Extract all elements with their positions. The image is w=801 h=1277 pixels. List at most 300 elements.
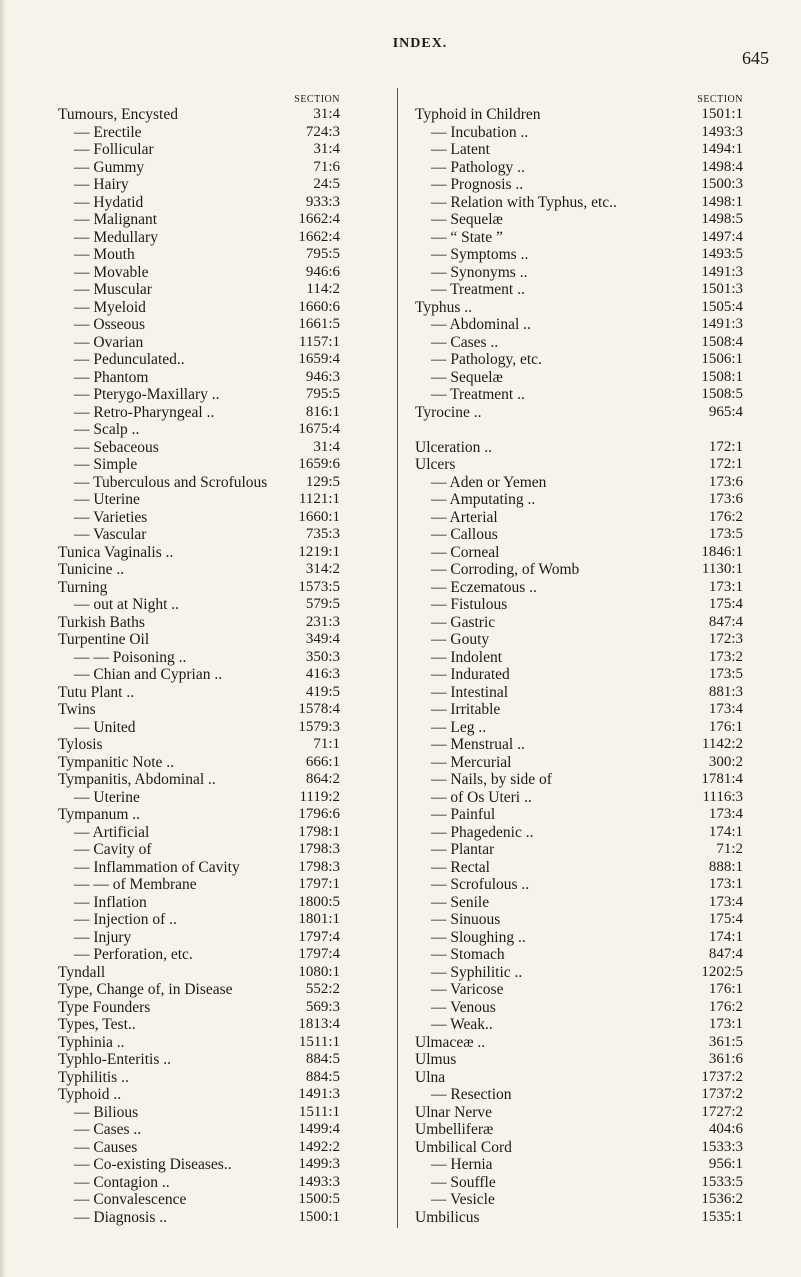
page-header xyxy=(0,36,801,76)
index-term: Ulmus xyxy=(415,1051,457,1068)
index-entry xyxy=(58,369,340,387)
section-reference: 1499:4 xyxy=(298,1121,340,1137)
index-entry xyxy=(415,351,743,369)
index-term: — Artificial xyxy=(74,823,150,841)
index-entry xyxy=(58,299,340,317)
index-entry xyxy=(415,981,743,999)
section-reference: 173:4 xyxy=(708,893,743,910)
index-entry xyxy=(415,1034,743,1052)
index-term: — Malignant xyxy=(74,211,158,228)
section-reference: 579:5 xyxy=(305,596,340,612)
index-term: — Amputating .. xyxy=(431,491,536,508)
page-edge-shadow xyxy=(0,0,6,1277)
index-term: Turpentine Oil xyxy=(58,631,150,648)
index-term: — Convalescence xyxy=(74,1191,187,1208)
index-entry xyxy=(58,246,340,264)
index-entry xyxy=(58,911,340,929)
section-reference: 1535:1 xyxy=(701,1208,743,1225)
index-entry xyxy=(415,1051,743,1069)
index-entry xyxy=(58,981,340,999)
section-reference: 946:6 xyxy=(305,263,340,280)
index-entry xyxy=(415,736,743,754)
index-term: Tympanitis, Abdominal .. xyxy=(58,771,216,788)
index-term: — of Os Uteri .. xyxy=(431,788,532,806)
section-reference: 172:1 xyxy=(708,456,743,472)
section-reference: 173:6 xyxy=(708,491,743,507)
index-term: — Treatment .. xyxy=(431,386,525,403)
section-reference: 176:2 xyxy=(708,998,743,1015)
index-entry xyxy=(415,876,743,894)
index-entry xyxy=(58,736,340,754)
section-reference: 1493:5 xyxy=(701,246,743,262)
index-term: Type, Change of, in Disease xyxy=(58,981,233,998)
section-reference: 176:1 xyxy=(708,981,743,997)
index-entry xyxy=(58,946,340,964)
section-reference: 314:2 xyxy=(305,561,340,577)
index-term: — Co-existing Diseases.. xyxy=(74,1156,232,1173)
index-term: — Vesicle xyxy=(431,1191,495,1208)
section-reference: 71:1 xyxy=(313,736,340,752)
index-term: — Medullary xyxy=(74,228,158,246)
index-entry xyxy=(58,159,340,177)
index-term: — Resection xyxy=(431,1086,512,1103)
index-entry xyxy=(58,859,340,877)
index-entry xyxy=(58,194,340,212)
section-reference: 1800:5 xyxy=(298,893,340,910)
index-term: — Gummy xyxy=(74,158,145,176)
index-entry xyxy=(415,1139,743,1157)
index-entry xyxy=(415,176,743,194)
section-reference: 174:1 xyxy=(708,928,743,945)
index-term: Tumours, Encysted xyxy=(58,106,178,123)
index-term: — Erectile xyxy=(74,123,142,141)
index-term: Types, Test.. xyxy=(58,1016,136,1033)
index-entry xyxy=(58,421,340,439)
index-term: — Sloughing .. xyxy=(431,928,526,946)
index-entry xyxy=(58,176,340,194)
index-term: — Menstrual .. xyxy=(431,736,525,753)
section-reference: 231:3 xyxy=(305,613,340,630)
index-entry xyxy=(58,614,340,632)
index-term: — Hairy xyxy=(74,176,129,193)
section-reference: 173:1 xyxy=(708,578,743,595)
index-entry xyxy=(415,316,743,334)
index-term: Tyndall xyxy=(58,963,106,981)
section-reference: 173:5 xyxy=(708,666,743,682)
section-reference: 888:1 xyxy=(708,858,743,875)
index-entry xyxy=(58,894,340,912)
section-reference: 114:2 xyxy=(306,281,340,297)
section-reference: 1499:3 xyxy=(298,1156,340,1172)
index-term: Tympanum .. xyxy=(58,806,141,823)
index-entry xyxy=(415,946,743,964)
section-reference: 1659:6 xyxy=(298,456,340,472)
index-term: — Vascular xyxy=(74,526,147,543)
index-entry xyxy=(415,719,743,737)
index-term: — Injury xyxy=(74,928,132,946)
index-term: — Pathology .. xyxy=(431,158,525,176)
index-entry xyxy=(58,649,340,667)
section-reference: 569:3 xyxy=(305,998,340,1015)
index-term: Ulcers xyxy=(415,456,456,473)
section-reference: 175:4 xyxy=(708,911,743,927)
section-reference: 1798:3 xyxy=(298,858,340,875)
index-term: — Diagnosis .. xyxy=(74,1208,167,1226)
index-entry xyxy=(58,1191,340,1209)
section-reference: 173:5 xyxy=(708,526,743,542)
section-reference: 173:6 xyxy=(708,473,743,490)
index-entry xyxy=(415,1121,743,1139)
section-reference: 1801:1 xyxy=(298,911,340,927)
index-term: — Plantar xyxy=(431,841,495,858)
section-reference: 1533:3 xyxy=(701,1138,743,1155)
index-term: — Causes xyxy=(74,1138,138,1156)
index-term: — Cases .. xyxy=(431,333,499,351)
section-reference: 129:5 xyxy=(305,473,340,490)
index-term: — Ovarian xyxy=(74,333,144,351)
index-entry xyxy=(58,929,340,947)
index-entry xyxy=(58,1121,340,1139)
section-reference: 350:3 xyxy=(305,648,340,665)
index-entry xyxy=(58,124,340,142)
index-entry xyxy=(58,806,340,824)
index-entry xyxy=(415,964,743,982)
index-term: Umbilical Cord xyxy=(415,1138,512,1156)
section-reference: 1662:4 xyxy=(298,211,340,227)
index-entry xyxy=(58,999,340,1017)
section-reference: 176:2 xyxy=(708,508,743,525)
entry-list xyxy=(58,106,340,1226)
index-entry xyxy=(58,211,340,229)
section-reference: 1493:3 xyxy=(701,123,743,140)
index-term: Typhinia .. xyxy=(58,1033,125,1051)
index-term: — Varicose xyxy=(431,981,504,998)
section-reference: 1511:1 xyxy=(298,1103,340,1120)
index-entry xyxy=(415,579,743,597)
section-reference: 1579:3 xyxy=(298,718,340,735)
index-entry xyxy=(415,299,743,317)
section-reference: 1797:1 xyxy=(298,876,340,892)
index-term: — Perforation, etc. xyxy=(74,946,193,963)
index-entry xyxy=(58,876,340,894)
index-entry xyxy=(415,439,743,457)
section-reference: 1727:2 xyxy=(701,1103,743,1120)
section-reference: 1116:3 xyxy=(702,788,743,805)
index-term: — — Poisoning .. xyxy=(74,648,187,666)
index-entry xyxy=(58,229,340,247)
index-term: — Uterine xyxy=(74,788,140,806)
index-entry xyxy=(415,806,743,824)
index-entry xyxy=(58,316,340,334)
index-entry xyxy=(58,771,340,789)
index-term: — — of Membrane xyxy=(74,876,197,893)
index-term: — Bilious xyxy=(74,1103,139,1121)
index-entry xyxy=(58,666,340,684)
section-reference: 1737:2 xyxy=(701,1086,743,1102)
index-term: — Fistulous xyxy=(431,596,508,613)
index-term: — Indurated xyxy=(431,666,510,683)
index-term: Typhlo-Enteritis .. xyxy=(58,1051,171,1068)
section-reference: 1501:1 xyxy=(701,106,743,122)
index-term: — Abdominal .. xyxy=(431,316,531,333)
section-reference: 361:6 xyxy=(708,1051,743,1067)
section-reference: 1498:1 xyxy=(701,193,743,210)
index-term: — Retro-Pharyngeal .. xyxy=(74,403,215,421)
index-term: — Aden or Yemen xyxy=(431,473,547,491)
index-term: — Weak.. xyxy=(431,1016,493,1033)
index-entry xyxy=(415,456,743,474)
index-term: — Cavity of xyxy=(74,841,152,858)
section-reference: 1797:4 xyxy=(298,928,340,945)
index-term: Umbilicus xyxy=(415,1208,480,1226)
index-term: — Tuberculous and Scrofulous xyxy=(74,473,268,491)
index-entry xyxy=(415,281,743,299)
index-term: — Syphilitic .. xyxy=(431,963,523,981)
index-entry xyxy=(415,1086,743,1104)
index-term: — Synonyms .. xyxy=(431,263,528,281)
index-term: — Nails, by side of xyxy=(431,771,552,788)
section-column-label: SECTION xyxy=(697,94,743,105)
index-entry xyxy=(58,1139,340,1157)
index-entry xyxy=(58,824,340,842)
section-reference: 1796:6 xyxy=(298,806,340,822)
index-entry xyxy=(415,544,743,562)
section-reference: 1533:5 xyxy=(701,1173,743,1190)
index-term: Ulna xyxy=(415,1068,446,1086)
index-term: — Injection of .. xyxy=(74,911,177,928)
index-entry xyxy=(58,386,340,404)
section-reference: 173:1 xyxy=(708,876,743,892)
index-entry xyxy=(415,124,743,142)
section-reference: 1119:2 xyxy=(299,788,340,805)
index-term: Typhus .. xyxy=(415,298,473,316)
section-reference: 1798:3 xyxy=(298,841,340,857)
index-term: — Scalp .. xyxy=(74,421,140,438)
section-reference: 1492:2 xyxy=(298,1138,340,1155)
index-entry xyxy=(415,754,743,772)
section-reference: 31:4 xyxy=(313,141,340,157)
section-reference: 864:2 xyxy=(305,771,340,787)
index-entry xyxy=(415,894,743,912)
index-entry xyxy=(58,1069,340,1087)
index-entry xyxy=(415,1174,743,1192)
section-reference: 724:3 xyxy=(305,123,340,140)
index-entry xyxy=(58,474,340,492)
index-term: — Intestinal xyxy=(431,683,509,701)
index-term: — Sinuous xyxy=(431,911,501,928)
index-entry xyxy=(58,1104,340,1122)
index-term: — Muscular xyxy=(74,281,152,298)
index-entry xyxy=(415,334,743,352)
index-entry xyxy=(415,229,743,247)
index-entry xyxy=(58,351,340,369)
index-term: — Venous xyxy=(431,998,496,1016)
section-reference: 1506:1 xyxy=(701,351,743,367)
index-entry xyxy=(415,789,743,807)
section-reference: 176:1 xyxy=(708,718,743,735)
section-reference: 1130:1 xyxy=(701,561,743,577)
index-term: — Stomach xyxy=(431,946,505,963)
section-reference: 173:4 xyxy=(708,806,743,822)
index-entry xyxy=(415,526,743,544)
section-column-label: SECTION xyxy=(294,94,340,105)
index-entry xyxy=(58,1174,340,1192)
index-entry xyxy=(58,264,340,282)
index-entry xyxy=(415,491,743,509)
index-term: — Sebaceous xyxy=(74,438,159,456)
index-term: — Phagedenic .. xyxy=(431,823,534,841)
section-reference: 1661:5 xyxy=(298,316,340,332)
index-entry xyxy=(58,631,340,649)
index-term: — Hernia xyxy=(431,1156,493,1173)
section-reference: 1813:4 xyxy=(298,1016,340,1032)
index-entry xyxy=(415,369,743,387)
section-reference: 71:6 xyxy=(313,158,340,175)
section-reference: 1660:6 xyxy=(298,298,340,315)
section-reference: 174:1 xyxy=(708,823,743,840)
index-entry xyxy=(415,159,743,177)
index-term: — Varieties xyxy=(74,508,148,526)
index-term: — Chian and Cyprian .. xyxy=(74,666,223,683)
index-entry xyxy=(415,859,743,877)
index-entry xyxy=(58,1034,340,1052)
section-reference: 1573:5 xyxy=(298,578,340,595)
index-term: — Souffle xyxy=(431,1173,496,1191)
section-reference: 31:4 xyxy=(313,438,340,455)
section-reference: 884:5 xyxy=(305,1068,340,1085)
section-reference: 1508:4 xyxy=(701,333,743,350)
index-entry xyxy=(58,439,340,457)
index-term: — Treatment .. xyxy=(431,281,525,298)
section-reference: 1498:4 xyxy=(701,158,743,175)
section-reference: 881:3 xyxy=(708,683,743,700)
column-divider xyxy=(397,88,398,1228)
section-reference: 1675:4 xyxy=(298,421,340,437)
section-reference: 1142:2 xyxy=(701,736,743,752)
section-reference: 1498:5 xyxy=(701,211,743,227)
section-reference: 946:3 xyxy=(305,368,340,385)
index-term: Ulceration .. xyxy=(415,438,493,456)
index-term: — Irritable xyxy=(431,701,501,718)
index-entry xyxy=(415,999,743,1017)
index-entry xyxy=(58,719,340,737)
section-reference: 1493:3 xyxy=(298,1173,340,1190)
index-term: — Rectal xyxy=(431,858,490,876)
index-entry xyxy=(415,684,743,702)
section-reference: 1121:1 xyxy=(298,491,340,507)
index-entry xyxy=(415,141,743,159)
index-term: — Contagion .. xyxy=(74,1173,170,1191)
index-term: — Sequelæ xyxy=(431,211,503,228)
index-entry xyxy=(58,596,340,614)
index-term: — Pedunculated.. xyxy=(74,351,185,368)
index-term: — Movable xyxy=(74,263,149,281)
section-reference: 795:5 xyxy=(305,386,340,402)
section-reference: 1846:1 xyxy=(701,543,743,560)
index-term: — Hydatid xyxy=(74,193,144,211)
index-entry xyxy=(58,1016,340,1034)
index-entry xyxy=(58,1086,340,1104)
index-entry xyxy=(415,1191,743,1209)
index-term: — Inflation xyxy=(74,893,147,911)
index-entry xyxy=(415,404,743,422)
page-number: 645 xyxy=(742,48,769,68)
section-reference: 172:3 xyxy=(708,631,743,647)
index-entry xyxy=(415,264,743,282)
section-reference: 847:4 xyxy=(708,613,743,630)
section-reference: 1491:3 xyxy=(701,263,743,280)
section-reference: 552:2 xyxy=(305,981,340,997)
index-term: — Painful xyxy=(431,806,496,823)
index-entry xyxy=(415,1104,743,1122)
section-reference: 1501:3 xyxy=(701,281,743,297)
index-entry xyxy=(415,631,743,649)
index-entry xyxy=(415,509,743,527)
index-entry xyxy=(415,1156,743,1174)
index-entry xyxy=(415,666,743,684)
section-reference: 1500:1 xyxy=(298,1208,340,1225)
index-entry xyxy=(415,911,743,929)
index-term: Tympanitic Note .. xyxy=(58,753,175,771)
section-reference: 933:3 xyxy=(305,193,340,210)
index-term: — Senile xyxy=(431,893,490,911)
index-entry xyxy=(58,106,340,124)
section-reference: 1797:4 xyxy=(298,946,340,962)
index-term: — Leg .. xyxy=(431,718,487,736)
section-reference: 1202:5 xyxy=(701,963,743,980)
section-reference: 1491:3 xyxy=(701,316,743,332)
index-term: — Callous xyxy=(431,526,498,543)
index-entry xyxy=(58,684,340,702)
index-term: Typhilitis .. xyxy=(58,1068,129,1086)
section-reference: 1508:5 xyxy=(701,386,743,402)
section-reference: 1080:1 xyxy=(298,963,340,980)
index-entry xyxy=(58,1209,340,1227)
index-term: Turning xyxy=(58,578,108,596)
index-entry xyxy=(415,1016,743,1034)
entry-list xyxy=(415,106,743,1226)
index-term: — Mouth xyxy=(74,246,135,263)
index-entry xyxy=(58,1051,340,1069)
index-term: — Pterygo-Maxillary .. xyxy=(74,386,220,403)
index-term: Tylosis xyxy=(58,736,103,753)
index-entry xyxy=(415,596,743,614)
index-term: — Phantom xyxy=(74,368,149,386)
index-term: Twins xyxy=(58,701,96,718)
section-reference: 816:1 xyxy=(305,403,340,420)
index-term: Typhoid .. xyxy=(58,1086,122,1103)
index-term: — “ State ” xyxy=(431,228,503,246)
index-term: — Corroding, of Womb xyxy=(431,561,580,578)
index-entry xyxy=(415,841,743,859)
section-reference: 1497:4 xyxy=(701,228,743,245)
index-entry xyxy=(415,246,743,264)
section-reference: 795:5 xyxy=(305,246,340,262)
index-term: — Uterine xyxy=(74,491,140,508)
index-term: — Mercurial xyxy=(431,753,512,771)
section-reference: 1536:2 xyxy=(701,1191,743,1207)
index-term: — Simple xyxy=(74,456,138,473)
index-term: — Relation with Typhus, etc.. xyxy=(431,193,617,211)
index-entry xyxy=(415,701,743,719)
index-entry xyxy=(58,579,340,597)
section-reference: 172:1 xyxy=(708,438,743,455)
index-term: — Sequelæ xyxy=(431,368,503,386)
index-entry xyxy=(415,614,743,632)
section-reference: 1491:3 xyxy=(298,1086,340,1102)
section-reference: 349:4 xyxy=(305,631,340,647)
index-term: — Incubation .. xyxy=(431,123,529,141)
